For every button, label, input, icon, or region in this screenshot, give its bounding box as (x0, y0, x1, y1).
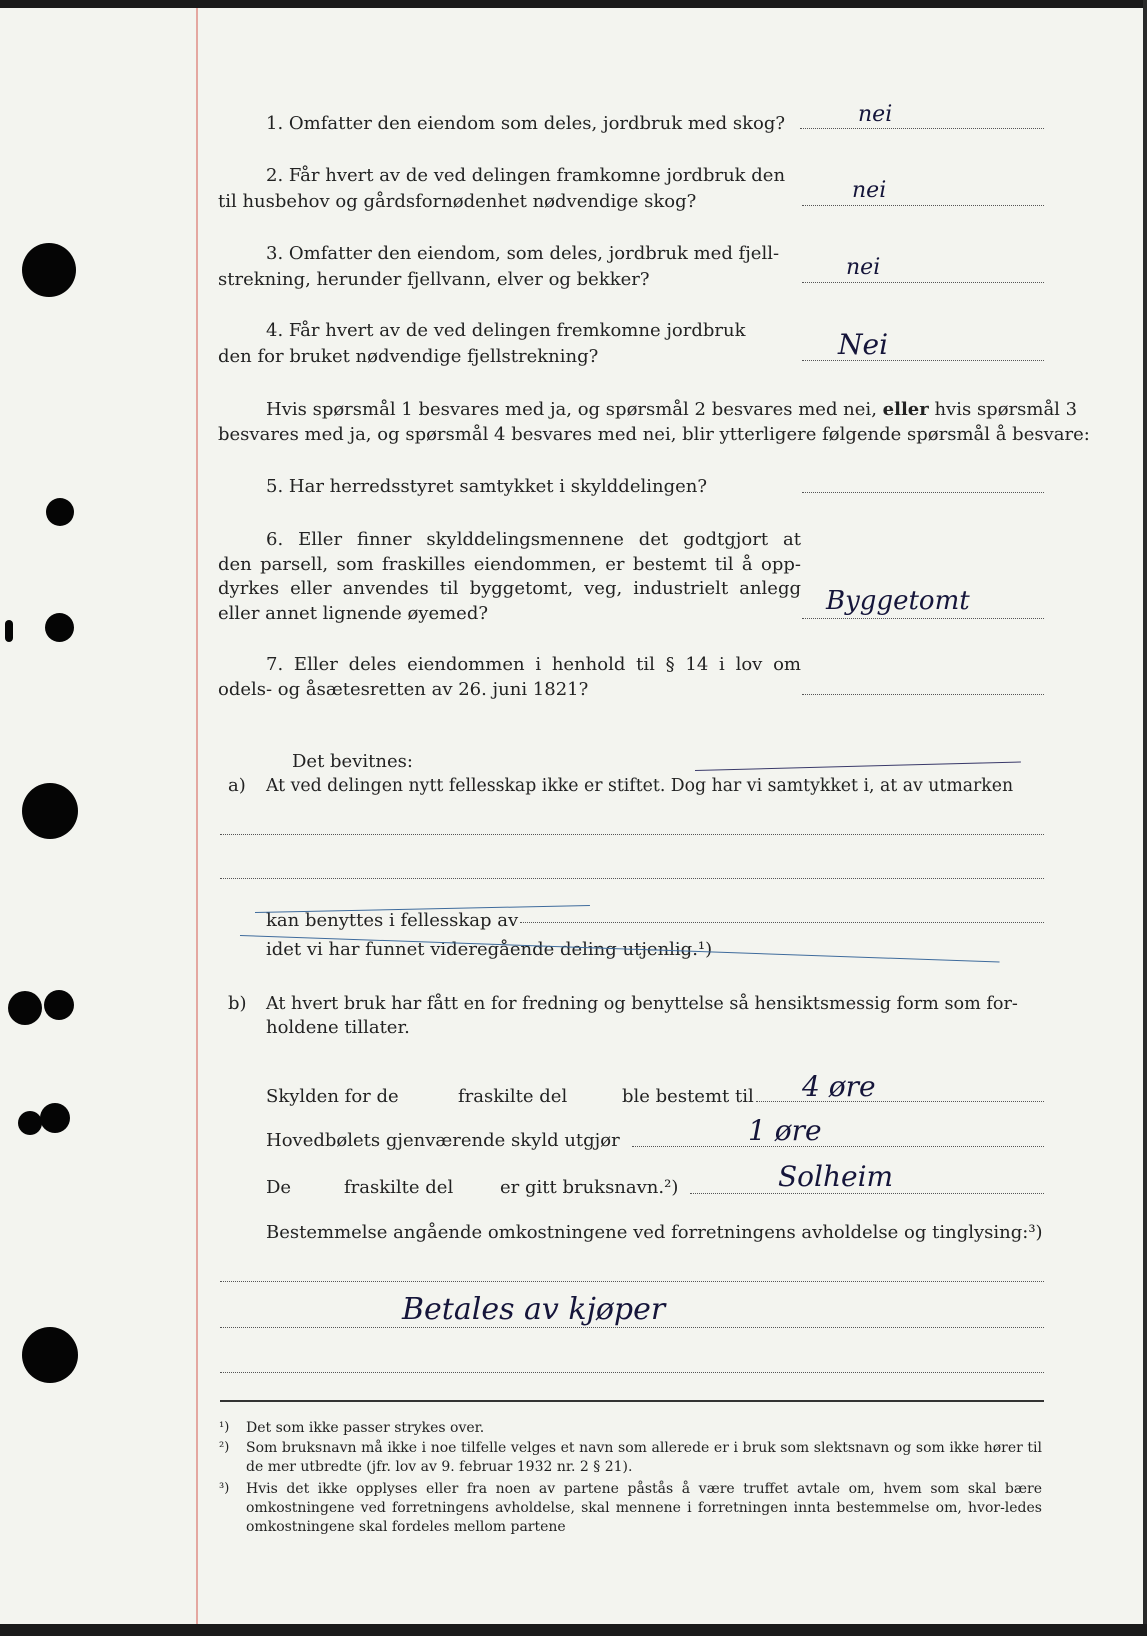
blank-line (220, 878, 1044, 879)
question-4-line-1: 4. Får hvert av de ved delingen fremkomne jordbruk (266, 320, 746, 341)
scan-border-right (1143, 0, 1147, 1636)
skyld-line-3-c: er gitt bruksnavn.²) (500, 1177, 679, 1198)
answer-4: Nei (838, 328, 889, 361)
scan-border-bottom (0, 1624, 1147, 1636)
answer-line-2 (802, 205, 1044, 206)
question-1: 1. Omfatter den eiendom som deles, jordbruk med skog? (266, 113, 785, 134)
skyld-value-3: Solheim (778, 1160, 894, 1193)
answer-2: nei (852, 178, 887, 203)
question-6-line-3: dyrkes eller anvendes til byggetomt, veg, industrielt anlegg (218, 578, 801, 599)
blank-line (220, 1372, 1044, 1373)
question-7-line-1: 7. Eller deles eiendommen i henhold til § 14 i lov om (266, 654, 801, 675)
bestemmelse-value: Betales av kjøper (402, 1292, 666, 1327)
punch-hole (45, 613, 74, 642)
skyld-value-2: 1 øre (748, 1114, 822, 1147)
item-a-continuation-1: kan benyttes i fellesskap av (266, 910, 519, 931)
scan-border-top (0, 0, 1147, 8)
blank-line (220, 1327, 1044, 1328)
blank-line (220, 1281, 1044, 1282)
answer-1: nei (858, 102, 893, 127)
intro-line-1 (266, 397, 1077, 423)
punch-hole (46, 498, 74, 526)
red-margin-line (196, 8, 198, 1624)
item-a-text: At ved delingen nytt fellesskap ikke er stiftet. Dog har vi samtykket i, at av utmarken (266, 776, 1014, 796)
answer-3: nei (846, 255, 881, 280)
intro-bold-eller: eller (882, 399, 929, 420)
punch-hole (44, 990, 74, 1020)
punch-hole (22, 243, 76, 297)
footnote-2-text: Som bruksnavn må ikke i noe tilfelle velges et navn som allerede er i bruk som slektsnavn og som ikke hører til de mer utbredte (jfr. lov av 9. februar 1932 nr. 2 § 21). (246, 1440, 1042, 1475)
punch-hole (18, 1111, 42, 1135)
punch-hole (5, 620, 13, 642)
answer-line-5 (802, 492, 1044, 493)
intro-text-a: Hvis spørsmål 1 besvares med ja, og spørsmål 2 besvares med nei, (266, 399, 877, 420)
question-7-line-2: odels- og åsætesretten av 26. juni 1821? (218, 679, 589, 700)
question-2-line-2: til husbehov og gårdsfornødenhet nødvendige skog? (218, 191, 697, 212)
punch-hole (22, 783, 78, 839)
skyld-line-1-b: fraskilte del (458, 1086, 568, 1107)
punch-hole (22, 1327, 78, 1383)
footnote-1-text: Det som ikke passer strykes over. (246, 1420, 485, 1436)
punch-hole (40, 1103, 70, 1133)
question-5: 5. Har herredsstyret samtykket i skylddelingen? (266, 476, 707, 497)
skyld-line-1-fill (756, 1101, 1044, 1102)
question-6-line-1: 6. Eller finner skylddelingsmennene det godtgjort at (266, 529, 801, 550)
footnote-separator (220, 1400, 1044, 1402)
answer-6: Byggetomt (826, 586, 970, 616)
skyld-line-3-fill (690, 1193, 1044, 1194)
footnote-3-text: Hvis det ikke opplyses eller fra noen av partene påstås å være truffet avtale om, hvem som skal bære omkostningene ved forretningens avholdelse, skal mennene i forretningen innta bestemmelse om, hvor-ledes omkostningene skal fordeles mellom partene (246, 1481, 1042, 1535)
skyld-line-1-c: ble bestemt til (622, 1086, 754, 1107)
bestemmelse-label: Bestemmelse angående omkostningene ved forretningens avholdelse og tinglysing:³) (266, 1222, 1043, 1243)
question-6-line-4: eller annet lignende øyemed? (218, 603, 488, 624)
skyld-line-3-b: fraskilte del (344, 1177, 454, 1198)
item-a-label: a) (228, 775, 246, 796)
question-6-line-2: den parsell, som fraskilles eiendommen, er bestemt til å opp- (218, 554, 801, 575)
footnote-2-marker: ²) (219, 1440, 230, 1455)
skyld-line-2-fill (632, 1146, 1044, 1147)
item-b-line-1: At hvert bruk har fått en for fredning og benyttelse så hensiktsmessig form som for- (266, 994, 1018, 1014)
certification-heading: Det bevitnes: (292, 751, 413, 772)
question-2-line-1: 2. Får hvert av de ved delingen framkomne jordbruk den (266, 165, 786, 186)
item-b-line-2: holdene tillater. (266, 1017, 410, 1038)
strike-through-line (695, 761, 1021, 771)
footnote-3-marker: ³) (219, 1481, 230, 1496)
intro-line-2: besvares med ja, og spørsmål 4 besvares med nei, blir ytterligere følgende spørsmål å besvare: (218, 424, 1090, 445)
skyld-value-1: 4 øre (802, 1070, 876, 1103)
answer-line-3 (802, 282, 1044, 283)
item-b-label: b) (228, 993, 247, 1014)
question-4-line-2: den for bruket nødvendige fjellstrekning? (218, 346, 599, 367)
blank-line (520, 922, 1044, 923)
answer-line-7 (802, 694, 1044, 695)
skyld-line-1-a: Skylden for de (266, 1086, 399, 1107)
blank-line (220, 834, 1044, 835)
intro-text-b: hvis spørsmål 3 (934, 399, 1078, 420)
item-a-continuation-2: idet vi har funnet videregående deling utjenlig.¹) (266, 939, 713, 960)
question-3-line-2: strekning, herunder fjellvann, elver og bekker? (218, 269, 650, 290)
question-3-line-1: 3. Omfatter den eiendom, som deles, jordbruk med fjell- (266, 243, 780, 264)
punch-hole (8, 991, 42, 1025)
skyld-line-3-a: De (266, 1177, 292, 1198)
answer-line-1 (800, 128, 1044, 129)
answer-line-6 (802, 618, 1044, 619)
footnote-1-marker: ¹) (219, 1420, 230, 1435)
skyld-line-2: Hovedbølets gjenværende skyld utgjør (266, 1130, 620, 1151)
